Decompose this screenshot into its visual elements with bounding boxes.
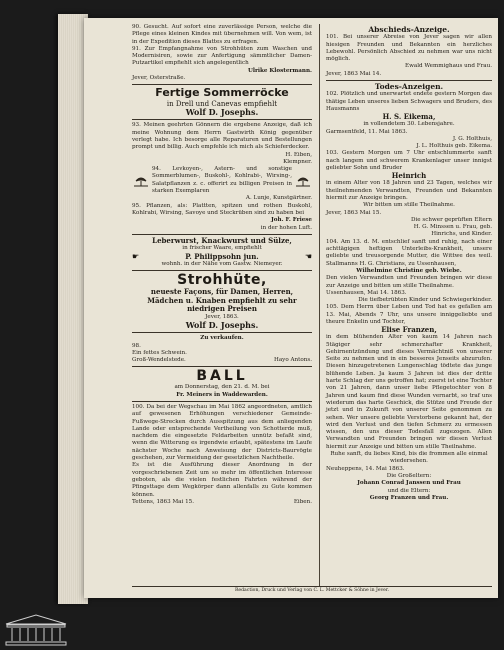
ad-sommerroecke-title: Fertige Sommerröcke bbox=[155, 86, 289, 100]
ad-wurst-name-row bbox=[132, 253, 312, 262]
notice-102-name: H. S. Eikema, bbox=[382, 112, 436, 122]
divider-rule bbox=[132, 270, 312, 271]
notice-104-continued: Den vielen Verwandten und Freunden bringen wir diese zur Anzeige und bitten um stille Theilnahme. bbox=[326, 275, 492, 289]
plant-ornament-icon bbox=[294, 175, 312, 187]
notice-102-date: Garmsentfeld, 11. Mai 1863. bbox=[326, 128, 408, 135]
notice-100-signature: Eiben. bbox=[293, 498, 312, 505]
left-column bbox=[132, 24, 312, 506]
notice-103-signature: H. G. Minssen u. Frau, geb. bbox=[413, 224, 492, 231]
divider-rule bbox=[132, 119, 312, 120]
notice-103-name: Heinrich bbox=[391, 171, 427, 181]
notice-91: 91. Zur Empfangnahme von Strohhüten zum Waschen und Modernisiren, sowie zur Anfertigung sämmtlicher Damen-Putzartikel empfiehlt sich angelegentlich bbox=[132, 45, 312, 67]
ad-wurst-name: P. Philippsohn jun. bbox=[185, 251, 259, 261]
ad-wurst-line: in frischer Waare, empfiehlt bbox=[182, 245, 262, 252]
pointing-hand-icon: ☚ bbox=[304, 252, 312, 262]
notice-100-continued: Es ist die Ausführung dieser Anordnung in der vorgeschriebenen Zeit um so mehr im öffentlichen Interesse geboten, als die vielen festlichen Fahrten während der Pfingsttage dem Wegkörper dann allenfalls zu Gute kommen können. bbox=[132, 462, 312, 498]
notice-98-number: 98. bbox=[132, 342, 141, 349]
notice-98-place: Groß-Wendelstede. bbox=[132, 357, 186, 364]
notice-103-continued: in einem Alter von 18 Jahren und 23 Tagen, welches wir theilnehmenden Verwandten, Freunden und Bekannten hiermit zur Anzeige bringen. bbox=[326, 180, 492, 201]
divider-rule bbox=[132, 332, 312, 333]
ad-ball-line: am Donnerstag, den 21. d. M. bei bbox=[174, 384, 270, 391]
notice-95-name: Joh. F. Friese bbox=[271, 217, 312, 224]
notice-104-name: Wilhelmine Christine geb. Wiebe. bbox=[356, 267, 462, 274]
notice-93: 93. Meinen geehrten Gönnern die ergebene Anzeige, daß ich meine Wohnung dem Herrn Gastwirth König gegenüber verlegt habe. Ich besorge alle Reparaturen und Bestellungen prompt und billig. Auch empfehle ich mich als Schieferdecker. bbox=[132, 122, 312, 151]
notice-105-name: Elise Franzen, bbox=[381, 325, 437, 335]
notice-94-name: A. Lunje, Kunstgärtner. bbox=[245, 195, 312, 202]
notice-104-date: Ussenhausen, Mai 14. 1863. bbox=[326, 289, 407, 296]
notice-105-signature: Johann Conrad Janssen und Frau bbox=[357, 480, 461, 487]
notice-105-signature: Die Großeltern: bbox=[386, 472, 432, 479]
divider-rule bbox=[326, 80, 492, 81]
right-column bbox=[326, 24, 492, 502]
notice-103-date: Jever, 1863 Mai 15. bbox=[326, 209, 382, 216]
notice-103-signature: Die schwer geprüften Eltern bbox=[411, 216, 492, 223]
notice-104-signature: Die tiefbetrübten Kinder und Schwiegerkinder. bbox=[358, 297, 492, 304]
divider-rule bbox=[132, 401, 312, 402]
notice-98-signature: Hayo Antons. bbox=[273, 357, 312, 364]
notice-102-age: in vollendetem 30. Lebensjahre. bbox=[363, 121, 455, 128]
notice-105-continued: in dem blühenden Alter von kaum 14 Jahren nach 5tägiger sehr schmerzhafter Krankheit, Gehirnentzündung und dieses Vermächtniß von unserer Seite zu nehmen und in ein besseres Jenseits abzurufen. Diesen hinzugetretenen Lungenschlag tödtete das junge blühende Leben. Ja kaum 3 Jahren ist dies der dritte harte Schlag der uns getroffen hat; zuerst ist eine Tochter von 21 Jahren, dann unser liebe Pflegetochter von 8 Jahren und kaum find diese Wunden vernarbt, so traf uns wiederum das harte Geschick, die Stütze und Freude der jetzt und in Zukunft von unserer Seite genommen zu sehen. Wer unsere geliebte Verstorbene gekannt hat, der wird den Verlust und den tiefen Schmerz zu ermessen wissen, den uns dieser Todesfall zugezogen. Allen Verwandten und Freunden bringen wir diesen Verlust hiermit zur Anzeige und bitten um stille Theilnahme. bbox=[326, 334, 492, 450]
ad-ball-title: BALL bbox=[196, 368, 248, 385]
notice-98: Ein fettes Schwein. bbox=[132, 349, 187, 356]
notice-93-role: Klempner. bbox=[283, 158, 312, 165]
divider-rule bbox=[132, 366, 312, 367]
notice-105-signature: und die Eltern: bbox=[387, 487, 431, 494]
notice-101-signature: Ewald Wemmighaus und Frau. bbox=[405, 63, 492, 70]
ad-ball-host: Fr. Meiners in Waddewarden. bbox=[176, 391, 268, 398]
notice-103-signature: Hinrichs, und Kinder. bbox=[431, 231, 492, 238]
notice-94: 94. Levkoyen-, Astern- und sonstige Sommerblumen-, Buskohl-, Kohlrabi-, Wirsing-, Salatpflanzen z. c. offerirt zu billigen Preisen in starken Exemplaren bbox=[152, 166, 292, 195]
notice-95-place: in der hohen Luft. bbox=[260, 224, 312, 231]
notice-100-date: Tettens, 1863 Mai 15. bbox=[132, 498, 194, 505]
section-zu-verkaufen: Zu verkaufen. bbox=[200, 335, 244, 342]
notice-98-sign-row bbox=[132, 357, 312, 364]
notice-102: 102. Plötzlich und unerwartet endete gestern Morgen das thätige Leben unseres lieben Schwagers und Bruders, des Hausmanns bbox=[326, 91, 492, 112]
ad-strohhuete-name: Wolf D. Josephs. bbox=[185, 320, 259, 331]
ad-strohhuete-line: Mädchen u. Knaben empfiehlt zu sehr bbox=[147, 295, 297, 305]
pointing-hand-icon: ☛ bbox=[132, 252, 140, 262]
notice-100: 100. Da bei der Wegschau im Mai 1862 angeordneten, amtlich auf gewesenen Erhöhungen verschiedener Gemeinde-Fußwege-Strecken durch Ausspitzung aus dem anliegenden Lande oder entsprechende Vertheilung von Schotterde muß, nachdem die eingesetzte Feldarbeiten unnütz befaßt sind, wenn die Witterung es irgendwie erlaubt, spätestens im Laufe nächster Woche nach Anweisung der Districts-Baurvögte geschehen, zur Vermeidung der gesetzlichen Nachtheile. bbox=[132, 404, 312, 462]
notice-105: 105. Dem Herrn über Leben und Tod hat es gefallen am 13. Mai, Abends 7 Uhr, uns unsere inniggeliebte und theure Enkelin und Tochter, bbox=[326, 304, 492, 325]
notice-95: 95. Pflanzen, als: Plattten, spitzen und rothen Buskohl, Kohlrabi, Wirsing, Savoye und Steckrüben sind zu haben bei bbox=[132, 202, 312, 216]
notice-101: 101. Bei unserer Abreise von Jever sagen wir allen hiesigen Freunden und Bekannten ein herzliches Lebewohl. Persönlich Abschied zu nehmen war uns nicht möglich. bbox=[326, 34, 492, 63]
notice-90: 90. Gesucht. Auf sofort eine zuverlässige Person, welche die Pflege eines kleinen Kindes mit übernehmen will. Von wem, ist in der Expedition dieses Blattes zu erfragen. bbox=[132, 24, 312, 45]
plant-ornament-icon bbox=[132, 175, 150, 187]
notice-94-block bbox=[132, 166, 312, 195]
newspaper-page bbox=[84, 18, 498, 598]
ad-strohhuete-title: Strohhüte, bbox=[177, 272, 267, 289]
notice-105-verse: Ruhe sanft, du liebes Kind, bis die frommen alle einmal wiedersehen. bbox=[330, 451, 488, 465]
notice-93-name: H. Eiben, bbox=[285, 151, 312, 158]
ad-strohhuete-line: niedrigen Preisen bbox=[187, 304, 257, 314]
ad-strohhuete-date: Jever, 1863. bbox=[205, 313, 239, 320]
notice-105-place: Neuheppens, 14. Mai 1863. bbox=[326, 465, 405, 472]
column-divider bbox=[319, 24, 320, 586]
section-todes-anzeigen: Todes-Anzeigen. bbox=[374, 82, 444, 92]
notice-105-signature: Georg Franzen und Frau. bbox=[369, 494, 449, 501]
notice-103-plea: Wir bitten um stille Theilnahme. bbox=[363, 202, 455, 209]
ad-wurst-title: Leberwurst, Knackwurst und Sülze, bbox=[152, 235, 292, 245]
notice-91-place: Jever, Osterstraße. bbox=[132, 75, 186, 82]
imprint-footer: Redaction, Druck und Verlag von C. L. Mettcker & Söhne in Jever. bbox=[132, 586, 492, 593]
ad-wurst-address: wohnh. in der Nähe vom Gastw. Niemeyer. bbox=[161, 261, 283, 268]
notice-102-signature: J. G. Holthuis, bbox=[452, 135, 492, 142]
library-building-logo bbox=[4, 612, 68, 646]
notice-103: 103. Gestern Morgen um 7 Uhr entschlummerte sanft nach langem und schwerem Krankenlager unser innigst geliebter Sohn und Bruder bbox=[326, 150, 492, 172]
notice-100-sign-row bbox=[132, 499, 312, 506]
notice-102-signature: J. L. Holthuis geb. Eikema. bbox=[416, 143, 492, 150]
notice-91-name: Ulrike Klostermann. bbox=[247, 67, 312, 74]
notice-104: 104. Am 13. d. M. entschlief sanft und ruhig, nach einer achttägigen heftigen Unterleibs-Krankheit, unsere geliebte und treusorgende Mutter, die Wittwe des weil. Stallmanns H. G. Christians, zu Ussenhausen, bbox=[326, 238, 492, 267]
notice-101-date: Jever, 1863 Mai 14. bbox=[326, 70, 382, 77]
ad-sommerroecke-name: Wolf D. Josephs. bbox=[185, 107, 259, 118]
divider-rule bbox=[132, 84, 312, 85]
ad-strohhuete-line: neueste Façons, für Damen, Herren, bbox=[150, 287, 294, 297]
ad-sommerroecke-line: in Drell und Canevas empfiehlt bbox=[166, 100, 278, 109]
section-abschieds-anzeige: Abschieds-Anzeige. bbox=[368, 25, 450, 34]
divider-rule bbox=[132, 234, 312, 235]
